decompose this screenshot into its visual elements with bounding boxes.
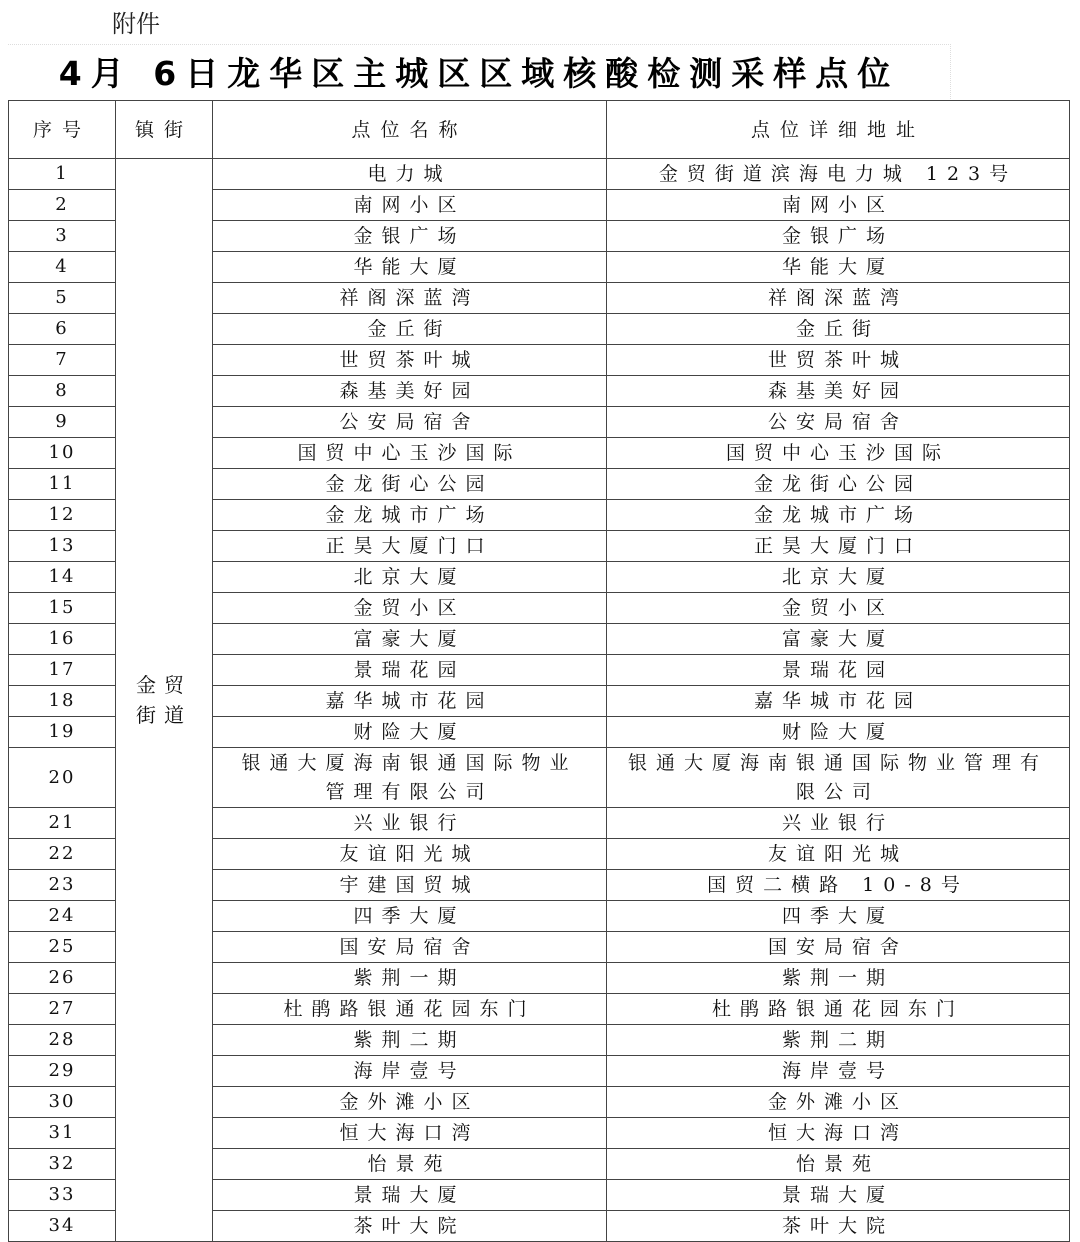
row-site-address: 怡景苑 [607,1149,1070,1180]
row-serial: 34 [9,1211,116,1242]
row-serial: 27 [9,994,116,1025]
row-serial: 26 [9,963,116,994]
row-site-address: 国安局宿舍 [607,932,1070,963]
row-site-name: 怡景苑 [213,1149,607,1180]
row-site-address: 金贸小区 [607,593,1070,624]
row-site-name: 森基美好园 [213,376,607,407]
row-serial: 11 [9,469,116,500]
row-serial: 13 [9,531,116,562]
row-serial: 10 [9,438,116,469]
row-site-address: 银通大厦海南银通国际物业管理有限公司 [607,748,1070,808]
row-site-name: 嘉华城市花园 [213,686,607,717]
row-site-name: 四季大厦 [213,901,607,932]
header-serial: 序号 [9,101,116,159]
row-site-address: 国贸中心玉沙国际 [607,438,1070,469]
row-site-address: 北京大厦 [607,562,1070,593]
header-site-address: 点位详细地址 [607,101,1070,159]
row-site-name: 金银广场 [213,221,607,252]
row-site-address: 茶叶大院 [607,1211,1070,1242]
row-serial: 20 [9,748,116,808]
document-title: 4月 6日龙华区主城区区域核酸检测采样点位 [8,44,951,101]
row-site-name: 金外滩小区 [213,1087,607,1118]
row-site-name: 南网小区 [213,190,607,221]
row-site-address: 南网小区 [607,190,1070,221]
row-serial: 1 [9,159,116,190]
row-site-name: 华能大厦 [213,252,607,283]
row-site-name: 公安局宿舍 [213,407,607,438]
table-header-row [9,101,1070,159]
row-serial: 31 [9,1118,116,1149]
row-serial: 22 [9,839,116,870]
row-site-address: 金丘街 [607,314,1070,345]
row-site-name: 国安局宿舍 [213,932,607,963]
row-serial: 9 [9,407,116,438]
row-site-address: 景瑞大厦 [607,1180,1070,1211]
row-site-address: 祥阁深蓝湾 [607,283,1070,314]
row-serial: 15 [9,593,116,624]
row-site-address: 景瑞花园 [607,655,1070,686]
row-site-address: 正昊大厦门口 [607,531,1070,562]
row-serial: 4 [9,252,116,283]
row-site-name: 正昊大厦门口 [213,531,607,562]
row-serial: 23 [9,870,116,901]
row-site-address: 富豪大厦 [607,624,1070,655]
row-site-name: 国贸中心玉沙国际 [213,438,607,469]
row-site-address: 紫荆一期 [607,963,1070,994]
row-serial: 12 [9,500,116,531]
row-site-address: 四季大厦 [607,901,1070,932]
row-site-name: 海岸壹号 [213,1056,607,1087]
row-site-address: 华能大厦 [607,252,1070,283]
row-serial: 33 [9,1180,116,1211]
row-site-address: 兴业银行 [607,808,1070,839]
row-serial: 16 [9,624,116,655]
row-site-address: 嘉华城市花园 [607,686,1070,717]
row-serial: 2 [9,190,116,221]
town-name: 金贸 街道 [136,673,192,727]
row-site-name: 北京大厦 [213,562,607,593]
row-serial: 25 [9,932,116,963]
row-serial: 21 [9,808,116,839]
row-site-name: 恒大海口湾 [213,1118,607,1149]
row-site-address: 金龙城市广场 [607,500,1070,531]
row-site-address: 海岸壹号 [607,1056,1070,1087]
row-serial: 24 [9,901,116,932]
row-serial: 28 [9,1025,116,1056]
row-serial: 3 [9,221,116,252]
row-site-name: 杜鹃路银通花园东门 [213,994,607,1025]
row-site-name: 景瑞大厦 [213,1180,607,1211]
row-site-address: 金贸街道滨海电力城 123号 [607,159,1070,190]
row-site-name: 金丘街 [213,314,607,345]
row-site-address: 金外滩小区 [607,1087,1070,1118]
row-serial: 14 [9,562,116,593]
row-site-name: 富豪大厦 [213,624,607,655]
row-site-address: 金龙街心公园 [607,469,1070,500]
row-site-name: 金龙街心公园 [213,469,607,500]
row-site-name: 祥阁深蓝湾 [213,283,607,314]
row-site-address: 恒大海口湾 [607,1118,1070,1149]
row-site-address: 金银广场 [607,221,1070,252]
row-site-name: 紫荆二期 [213,1025,607,1056]
row-site-address: 杜鹃路银通花园东门 [607,994,1070,1025]
row-site-name: 电力城 [213,159,607,190]
row-serial: 6 [9,314,116,345]
table-row [9,159,1070,190]
sampling-sites-table [8,100,1070,1242]
row-site-name: 景瑞花园 [213,655,607,686]
row-site-address: 森基美好园 [607,376,1070,407]
row-site-address: 紫荆二期 [607,1025,1070,1056]
row-serial: 19 [9,717,116,748]
row-site-address: 国贸二横路 10-8号 [607,870,1070,901]
row-site-name: 友谊阳光城 [213,839,607,870]
row-site-name: 世贸茶叶城 [213,345,607,376]
row-serial: 17 [9,655,116,686]
town-cell [116,159,213,1242]
row-site-name: 金龙城市广场 [213,500,607,531]
header-site-name: 点位名称 [213,101,607,159]
row-serial: 30 [9,1087,116,1118]
row-serial: 18 [9,686,116,717]
row-site-name: 茶叶大院 [213,1211,607,1242]
row-site-name: 宇建国贸城 [213,870,607,901]
row-site-address: 财险大厦 [607,717,1070,748]
row-site-address: 世贸茶叶城 [607,345,1070,376]
row-site-name: 兴业银行 [213,808,607,839]
row-serial: 32 [9,1149,116,1180]
row-serial: 5 [9,283,116,314]
row-serial: 29 [9,1056,116,1087]
row-serial: 8 [9,376,116,407]
row-site-name: 财险大厦 [213,717,607,748]
row-site-name: 紫荆一期 [213,963,607,994]
row-serial: 7 [9,345,116,376]
header-town: 镇街 [116,101,213,159]
row-site-name: 金贸小区 [213,593,607,624]
row-site-address: 友谊阳光城 [607,839,1070,870]
row-site-address: 公安局宿舍 [607,407,1070,438]
row-site-name: 银通大厦海南银通国际物业管理有限公司 [213,748,607,808]
attachment-label: 附件 [112,10,160,38]
